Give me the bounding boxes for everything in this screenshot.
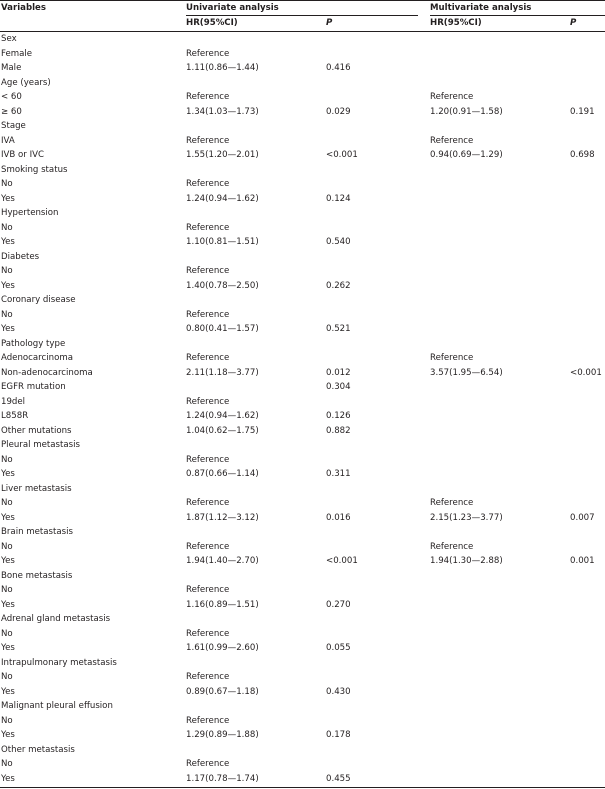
cell-var: ≥ 60 <box>1 106 22 117</box>
cell-uhr: Reference <box>186 353 230 363</box>
cell-var: No <box>1 309 13 320</box>
cell-uhr: Reference <box>186 454 230 465</box>
cell-uhr: 2.11(1.18—3.77) <box>186 367 259 378</box>
cell-up: 0.540 <box>326 237 351 247</box>
cell-var: IVA <box>1 135 15 146</box>
cell-up: <0.001 <box>326 556 358 566</box>
cell-up: 0.029 <box>326 106 351 117</box>
cell-var: 19del <box>1 396 26 407</box>
cell-uhr: 1.04(0.62—1.75) <box>186 425 259 436</box>
cell-uhr: Reference <box>186 715 230 726</box>
cell-uhr: Reference <box>186 222 230 233</box>
cell-up: 0.270 <box>326 599 351 610</box>
cell-uhr: 1.29(0.89—1.88) <box>186 730 259 740</box>
cell-up: 0.178 <box>326 730 351 740</box>
cell-uhr: Reference <box>186 92 230 102</box>
cell-var: No <box>1 628 13 639</box>
cell-uhr: 1.11(0.86—1.44) <box>186 63 259 73</box>
cell-var: Yes <box>1 193 15 204</box>
cell-uhr: Reference <box>186 672 230 682</box>
cell-uhr: 1.87(1.12—3.12) <box>186 512 259 523</box>
cell-var: Yes <box>1 469 15 479</box>
cell-var: Yes <box>1 556 15 566</box>
cell-var: Pleural metastasis <box>1 440 80 450</box>
cell-var: Malignant pleural effusion <box>1 701 113 711</box>
cell-var: Pathology type <box>1 338 66 349</box>
cell-var: < 60 <box>1 92 22 102</box>
cell-var: No <box>1 541 13 552</box>
cell-var: Smoking status <box>1 164 68 175</box>
cell-var: No <box>1 266 13 276</box>
cell-mhr: 3.57(1.95—6.54) <box>430 367 503 378</box>
cell-up: 0.016 <box>326 512 351 523</box>
cell-var: Yes <box>1 237 15 247</box>
cell-uhr: Reference <box>186 266 230 276</box>
cell-up: 0.124 <box>326 193 351 204</box>
cell-uhr: Reference <box>186 309 230 320</box>
cell-uhr: 0.87(0.66—1.14) <box>186 469 259 479</box>
cell-up: 0.521 <box>326 324 351 334</box>
cell-mhr: Reference <box>430 541 474 552</box>
cell-up: 0.262 <box>326 280 351 291</box>
cell-uhr: 1.55(1.20—2.01) <box>186 150 259 160</box>
cell-uhr: 1.34(1.03—1.73) <box>186 106 259 117</box>
header-multivariate-hr: HR(95%CI) <box>430 18 482 28</box>
cell-var: Yes <box>1 730 15 740</box>
cell-up: 0.055 <box>326 643 351 653</box>
univariate-subrule <box>186 15 418 16</box>
cell-uhr: Reference <box>186 541 230 552</box>
cell-var: Stage <box>1 121 26 131</box>
multivariate-subrule <box>430 15 605 16</box>
cell-mhr: 0.94(0.69—1.29) <box>430 150 503 160</box>
cell-mp: 0.191 <box>570 106 595 117</box>
cell-var: IVB or IVC <box>1 150 44 160</box>
header-multivariate-p: P <box>570 18 577 28</box>
cell-var: No <box>1 498 13 508</box>
cell-var: Bone metastasis <box>1 570 73 581</box>
cell-uhr: Reference <box>186 179 230 189</box>
header-multivariate: Multivariate analysis <box>430 3 532 13</box>
cell-mhr: Reference <box>430 135 474 146</box>
cell-var: EGFR mutation <box>1 382 66 392</box>
cell-var: No <box>1 179 13 189</box>
cell-var: Sex <box>1 34 17 44</box>
cell-var: Yes <box>1 686 15 697</box>
bottom-rule <box>0 787 605 788</box>
cell-mp: <0.001 <box>570 367 602 378</box>
cell-up: 0.311 <box>326 469 351 479</box>
cell-uhr: 1.10(0.81—1.51) <box>186 237 259 247</box>
cell-var: Yes <box>1 280 15 291</box>
cell-mhr: Reference <box>430 92 474 102</box>
cell-mhr: 2.15(1.23—3.77) <box>430 512 503 523</box>
cell-uhr: Reference <box>186 759 230 769</box>
cell-var: Yes <box>1 512 15 523</box>
cell-var: Female <box>1 48 33 59</box>
cell-uhr: 0.89(0.67—1.18) <box>186 686 259 697</box>
cell-mp: 0.007 <box>570 512 595 523</box>
cell-var: Yes <box>1 599 15 610</box>
header-univariate-hr: HR(95%CI) <box>186 18 238 28</box>
header-variables: Variables <box>1 3 47 13</box>
cell-uhr: 1.94(1.40—2.70) <box>186 556 259 566</box>
cell-uhr: 1.17(0.78—1.74) <box>186 773 259 784</box>
header-univariate-p: P <box>326 18 333 28</box>
cell-var: Yes <box>1 643 15 653</box>
cell-up: 0.882 <box>326 425 351 436</box>
top-rule <box>0 0 605 1</box>
cell-up: 0.012 <box>326 367 351 378</box>
cell-mhr: Reference <box>430 498 474 508</box>
cell-var: Adrenal gland metastasis <box>1 614 111 624</box>
cell-var: Other metastasis <box>1 744 75 755</box>
cell-mp: 0.001 <box>570 556 595 566</box>
cell-var: Coronary disease <box>1 295 76 305</box>
cell-var: No <box>1 222 13 233</box>
header-bottom-rule <box>0 31 605 32</box>
cell-uhr: 1.24(0.94—1.62) <box>186 193 259 204</box>
cell-uhr: 1.40(0.78—2.50) <box>186 280 259 291</box>
cell-uhr: Reference <box>186 135 230 146</box>
cell-up: 0.304 <box>326 382 351 392</box>
cell-var: No <box>1 585 13 595</box>
cell-uhr: 1.24(0.94—1.62) <box>186 411 259 421</box>
cell-up: 0.455 <box>326 773 351 784</box>
cell-var: L858R <box>1 411 29 421</box>
cell-up: 0.126 <box>326 411 351 421</box>
cell-uhr: Reference <box>186 628 230 639</box>
header-univariate: Univariate analysis <box>186 3 279 13</box>
cell-uhr: 0.80(0.41—1.57) <box>186 324 259 334</box>
cell-var: Intrapulmonary metastasis <box>1 657 117 668</box>
cell-uhr: Reference <box>186 498 230 508</box>
cell-var: No <box>1 454 13 465</box>
cell-uhr: 1.61(0.99—2.60) <box>186 643 259 653</box>
cell-uhr: 1.16(0.89—1.51) <box>186 599 259 610</box>
cell-up: 0.416 <box>326 63 351 73</box>
cell-var: Hypertension <box>1 208 59 218</box>
cell-var: Brain metastasis <box>1 527 74 537</box>
cell-var: Yes <box>1 324 15 334</box>
cell-mhr: Reference <box>430 353 474 363</box>
cell-var: Other mutations <box>1 425 72 436</box>
cell-var: Non-adenocarcinoma <box>1 367 93 378</box>
cell-var: No <box>1 715 13 726</box>
cell-mhr: 1.94(1.30—2.88) <box>430 556 503 566</box>
cell-var: Diabetes <box>1 251 40 262</box>
cell-var: No <box>1 672 13 682</box>
cell-var: Age (years) <box>1 77 51 88</box>
cell-uhr: Reference <box>186 585 230 595</box>
cell-var: Yes <box>1 773 15 784</box>
cell-var: Male <box>1 63 22 73</box>
cell-var: Adenocarcinoma <box>1 353 73 363</box>
cell-uhr: Reference <box>186 48 230 59</box>
cell-var: No <box>1 759 13 769</box>
cell-mp: 0.698 <box>570 150 595 160</box>
cell-up: 0.430 <box>326 686 351 697</box>
cell-uhr: Reference <box>186 396 230 407</box>
cell-mhr: 1.20(0.91—1.58) <box>430 106 503 117</box>
cell-up: <0.001 <box>326 150 358 160</box>
cell-var: Liver metastasis <box>1 483 72 494</box>
